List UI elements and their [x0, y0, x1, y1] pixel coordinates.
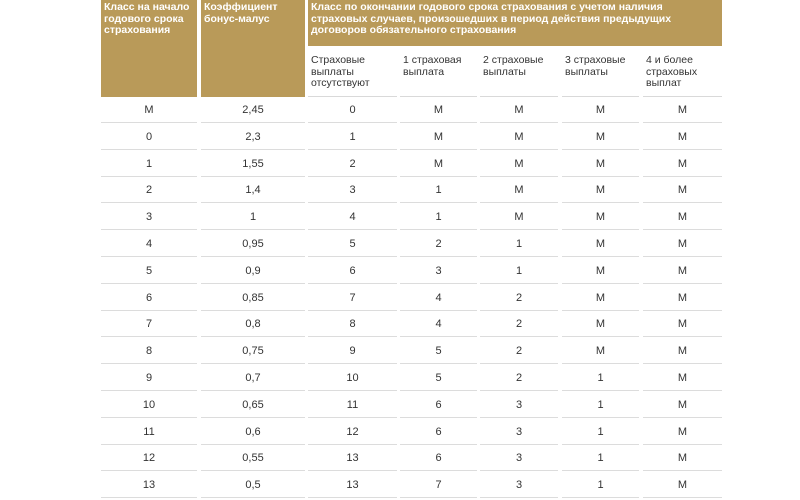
cell-start-class: 10	[101, 394, 197, 418]
cell-start-class: 12	[101, 447, 197, 471]
cell-three-claims: М	[562, 206, 639, 230]
cell-start-class: М	[101, 99, 197, 123]
cell-one-claim: М	[400, 99, 477, 123]
cell-four-plus-claims: М	[643, 474, 722, 498]
cell-one-claim: 4	[400, 287, 477, 311]
table-row	[0, 125, 800, 152]
cell-four-plus-claims: М	[643, 126, 722, 150]
cell-no-claims: 13	[308, 447, 397, 471]
cell-three-claims: М	[562, 287, 639, 311]
cell-coefficient: 0,8	[201, 313, 305, 337]
cell-no-claims: 8	[308, 313, 397, 337]
cell-start-class: 6	[101, 287, 197, 311]
header-end-class: Класс по окончании годового срока страхования с учетом наличия страховых случаев, произошедших в период действия предыдущих договоров обязательного страхования	[308, 0, 722, 46]
cell-start-class: 1	[101, 153, 197, 177]
cell-two-claims: М	[480, 179, 558, 203]
table-row	[0, 232, 800, 259]
header-coefficient: Коэффициент бонус-малус	[201, 0, 305, 97]
cell-one-claim: М	[400, 153, 477, 177]
cell-four-plus-claims: М	[643, 287, 722, 311]
cell-start-class: 3	[101, 206, 197, 230]
cell-one-claim: 2	[400, 233, 477, 257]
cell-start-class: 11	[101, 421, 197, 445]
cell-start-class: 5	[101, 260, 197, 284]
cell-two-claims: 3	[480, 394, 558, 418]
cell-coefficient: 0,85	[201, 287, 305, 311]
cell-no-claims: 5	[308, 233, 397, 257]
cell-coefficient: 0,6	[201, 421, 305, 445]
cell-three-claims: М	[562, 313, 639, 337]
cell-start-class: 13	[101, 474, 197, 498]
table-row	[0, 98, 800, 125]
cell-two-claims: М	[480, 99, 558, 123]
table-row	[0, 473, 800, 500]
table-row	[0, 178, 800, 205]
cell-three-claims: М	[562, 340, 639, 364]
cell-coefficient: 0,95	[201, 233, 305, 257]
cell-start-class: 9	[101, 367, 197, 391]
cell-four-plus-claims: М	[643, 179, 722, 203]
cell-coefficient: 2,3	[201, 126, 305, 150]
cell-two-claims: 1	[480, 233, 558, 257]
cell-no-claims: 3	[308, 179, 397, 203]
cell-one-claim: 1	[400, 179, 477, 203]
cell-one-claim: 7	[400, 474, 477, 498]
cell-four-plus-claims: М	[643, 260, 722, 284]
cell-no-claims: 7	[308, 287, 397, 311]
subheader-one-claim: 1 страховая выплата	[400, 48, 477, 97]
cell-coefficient: 0,5	[201, 474, 305, 498]
table-row	[0, 259, 800, 286]
cell-coefficient: 0,75	[201, 340, 305, 364]
cell-coefficient: 1	[201, 206, 305, 230]
cell-four-plus-claims: М	[643, 447, 722, 471]
table-row	[0, 286, 800, 313]
cell-one-claim: 5	[400, 340, 477, 364]
subheader-no-claims: Страховые выплаты отсутствуют	[308, 48, 397, 97]
cell-coefficient: 2,45	[201, 99, 305, 123]
cell-three-claims: М	[562, 153, 639, 177]
cell-three-claims: М	[562, 126, 639, 150]
cell-one-claim: 5	[400, 367, 477, 391]
cell-one-claim: 4	[400, 313, 477, 337]
table-row	[0, 393, 800, 420]
table-row	[0, 205, 800, 232]
cell-three-claims: 1	[562, 421, 639, 445]
cell-no-claims: 6	[308, 260, 397, 284]
cell-two-claims: М	[480, 206, 558, 230]
subheader-three-claims: 3 страховые выплаты	[562, 48, 639, 97]
cell-one-claim: 6	[400, 394, 477, 418]
cell-four-plus-claims: М	[643, 367, 722, 391]
cell-two-claims: 3	[480, 421, 558, 445]
cell-four-plus-claims: М	[643, 340, 722, 364]
cell-three-claims: 1	[562, 394, 639, 418]
cell-no-claims: 9	[308, 340, 397, 364]
cell-two-claims: 2	[480, 287, 558, 311]
cell-three-claims: 1	[562, 447, 639, 471]
cell-four-plus-claims: М	[643, 233, 722, 257]
cell-two-claims: М	[480, 153, 558, 177]
cell-two-claims: 3	[480, 447, 558, 471]
cell-two-claims: 2	[480, 367, 558, 391]
cell-three-claims: М	[562, 99, 639, 123]
cell-no-claims: 13	[308, 474, 397, 498]
cell-three-claims: М	[562, 179, 639, 203]
cell-start-class: 2	[101, 179, 197, 203]
cell-three-claims: М	[562, 233, 639, 257]
cell-two-claims: 1	[480, 260, 558, 284]
cell-coefficient: 1,4	[201, 179, 305, 203]
cell-two-claims: 3	[480, 474, 558, 498]
cell-two-claims: 2	[480, 313, 558, 337]
cell-two-claims: 2	[480, 340, 558, 364]
cell-one-claim: 3	[400, 260, 477, 284]
header-start-class: Класс на начало годового срока страхования	[101, 0, 197, 97]
cell-no-claims: 1	[308, 126, 397, 150]
cell-one-claim: М	[400, 126, 477, 150]
table-row	[0, 366, 800, 393]
cell-four-plus-claims: М	[643, 99, 722, 123]
cell-four-plus-claims: М	[643, 206, 722, 230]
cell-coefficient: 0,9	[201, 260, 305, 284]
cell-coefficient: 0,65	[201, 394, 305, 418]
cell-start-class: 7	[101, 313, 197, 337]
cell-no-claims: 10	[308, 367, 397, 391]
cell-coefficient: 1,55	[201, 153, 305, 177]
cell-coefficient: 0,55	[201, 447, 305, 471]
cell-start-class: 4	[101, 233, 197, 257]
cell-no-claims: 0	[308, 99, 397, 123]
cell-no-claims: 12	[308, 421, 397, 445]
cell-four-plus-claims: М	[643, 421, 722, 445]
cell-one-claim: 1	[400, 206, 477, 230]
table-row	[0, 339, 800, 366]
subheader-two-claims: 2 страховые выплаты	[480, 48, 558, 97]
table-row	[0, 152, 800, 179]
cell-three-claims: М	[562, 260, 639, 284]
table-row	[0, 446, 800, 473]
cell-three-claims: 1	[562, 367, 639, 391]
cell-no-claims: 4	[308, 206, 397, 230]
table-row	[0, 312, 800, 339]
cell-no-claims: 11	[308, 394, 397, 418]
cell-start-class: 8	[101, 340, 197, 364]
cell-start-class: 0	[101, 126, 197, 150]
table-row	[0, 420, 800, 447]
cell-four-plus-claims: М	[643, 313, 722, 337]
cell-four-plus-claims: М	[643, 153, 722, 177]
cell-one-claim: 6	[400, 447, 477, 471]
cell-coefficient: 0,7	[201, 367, 305, 391]
cell-three-claims: 1	[562, 474, 639, 498]
cell-no-claims: 2	[308, 153, 397, 177]
cell-four-plus-claims: М	[643, 394, 722, 418]
subheader-four-plus-claims: 4 и более страховых выплат	[643, 48, 722, 97]
cell-two-claims: М	[480, 126, 558, 150]
cell-one-claim: 6	[400, 421, 477, 445]
